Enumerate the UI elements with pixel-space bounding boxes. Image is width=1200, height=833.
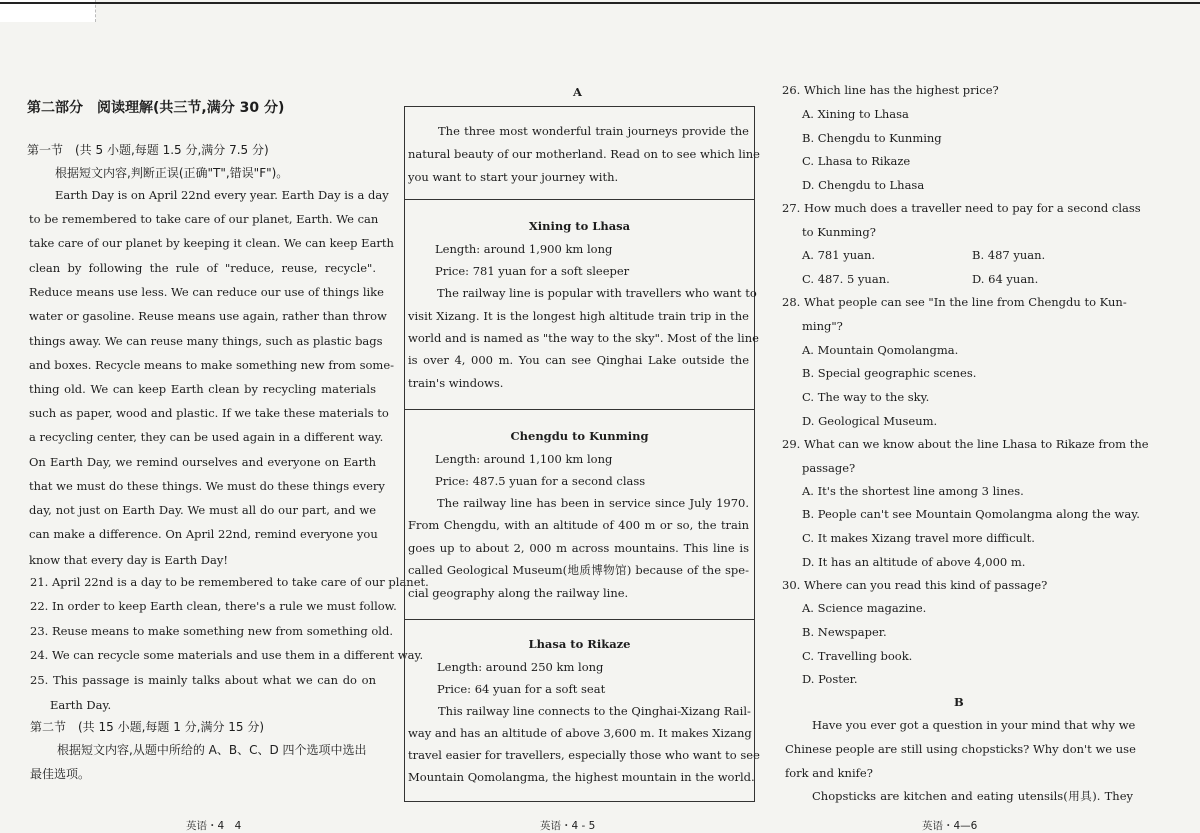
train-desc: From Chengdu, with an altitude of 400 m or so, the train [408, 518, 749, 532]
passage-line: and boxes. Recycle means to make something new from some- [29, 358, 395, 372]
statement-21: 21. April 22nd is a day to be remembered to take care of our planet. [30, 575, 429, 589]
option: C. 487. 5 yuan. [802, 272, 890, 286]
train-desc: Mountain Qomolangma, the highest mountain in the world. [408, 770, 755, 784]
train-desc: goes up to about 2, 000 m across mountains. This line is [408, 541, 749, 555]
option: C. The way to the sky. [802, 390, 930, 404]
option: A. Mountain Qomolangma. [802, 343, 959, 357]
train-title: Lhasa to Rikaze [528, 637, 631, 651]
page-number-left: 英语・4 4 [186, 820, 242, 832]
passage-line: know that every day is Earth Day! [29, 553, 228, 567]
question-28-cont: ming"? [802, 319, 843, 333]
question-29-cont: passage? [802, 461, 856, 475]
option: A. Science magazine. [802, 601, 927, 615]
option: B. Newspaper. [802, 625, 887, 639]
section2-title: 第二节 (共 15 小题,每题 1 分,满分 15 分) [30, 720, 265, 734]
section2-instructions: 根据短文内容,从题中所给的 A、B、C、D 四个选项中选出 [57, 743, 367, 757]
page-number-middle: 英语・4 - 5 [540, 820, 596, 832]
passage-b-line: Chinese people are still using chopsticks? Why don't we use [785, 742, 1136, 756]
page-number-right: 英语・4—6 [922, 820, 978, 832]
option: B. Special geographic scenes. [802, 366, 977, 380]
question-29: 29. What can we know about the line Lhasa to Rikaze from the [782, 437, 1149, 451]
passage-line: On Earth Day, we remind ourselves and everyone on Earth [29, 455, 376, 469]
section1-title: 第一节 (共 5 小题,每题 1.5 分,满分 7.5 分) [27, 143, 269, 157]
statement-22: 22. In order to keep Earth clean, there's a rule we must follow. [30, 599, 397, 613]
box-divider [404, 199, 755, 200]
passage-line: that we must do these things. We must do these things every [29, 479, 385, 493]
option: B. 487 yuan. [972, 248, 1046, 262]
box-divider [404, 619, 755, 620]
passage-b-line: Chopsticks are kitchen and eating utensils(用具). They [812, 789, 1133, 803]
question-27-cont: to Kunming? [802, 225, 876, 239]
passage-line: a recycling center, they can be used again in a different way. [29, 430, 384, 444]
question-30: 30. Where can you read this kind of passage? [782, 578, 1048, 592]
train-desc: travel easier for travellers, especially those who want to see [408, 748, 760, 762]
passage-line: clean by following the rule of "reduce, reuse, recycle". [29, 261, 376, 275]
train-price: Price: 781 yuan for a soft sleeper [435, 264, 630, 278]
question-26: 26. Which line has the highest price? [782, 83, 999, 97]
option: D. Poster. [802, 672, 858, 686]
train-desc: The railway line has been in service since July 1970. [437, 496, 749, 510]
passage-line: things away. We can reuse many things, such as plastic bags [29, 334, 383, 348]
passage-line: Earth Day is on April 22nd every year. Earth Day is a day [55, 188, 389, 202]
passage-line: take care of our planet by keeping it clean. We can keep Earth [29, 236, 394, 250]
statement-24: 24. We can recycle some materials and use them in a different way. [30, 648, 424, 662]
passage-line: water or gasoline. Reuse means use again, rather than throw [29, 309, 387, 323]
train-length: Length: around 1,100 km long [435, 452, 613, 466]
section2-instructions-cont: 最佳选项。 [30, 767, 91, 781]
passage-label-b: B [954, 695, 964, 709]
train-desc: is over 4, 000 m. You can see Qinghai Lake outside the [408, 353, 749, 367]
option: B. Chengdu to Kunming [802, 131, 942, 145]
statement-25: 25. This passage is mainly talks about what we can do on [30, 673, 376, 687]
train-desc: world and is named as "the way to the sky". Most of the line [408, 331, 759, 345]
passage-b-line: fork and knife? [785, 766, 873, 780]
passage-label-a: A [573, 85, 582, 99]
train-price: Price: 487.5 yuan for a second class [435, 474, 646, 488]
passage-line: Reduce means use less. We can reduce our use of things like [29, 285, 384, 299]
train-desc: visit Xizang. It is the longest high altitude train trip in the [408, 309, 749, 323]
passage-line: can make a difference. On April 22nd, remind everyone you [29, 527, 378, 541]
option: A. It's the shortest line among 3 lines. [802, 484, 1024, 498]
question-27: 27. How much does a traveller need to pay for a second class [782, 201, 1141, 215]
train-desc: way and has an altitude of above 3,600 m. It makes Xizang [408, 726, 752, 740]
train-desc: train's windows. [408, 376, 504, 390]
option: D. Geological Museum. [802, 414, 938, 428]
option: B. People can't see Mountain Qomolangma along the way. [802, 507, 1140, 521]
passage-line: day, not just on Earth Day. We must all do our part, and we [29, 503, 376, 517]
train-price: Price: 64 yuan for a soft seat [437, 682, 606, 696]
box-divider [404, 409, 755, 410]
passage-line: such as paper, wood and plastic. If we take these materials to [29, 406, 389, 420]
option: D. Chengdu to Lhasa [802, 178, 925, 192]
statement-23: 23. Reuse means to make something new from something old. [30, 624, 393, 638]
train-desc: This railway line connects to the Qinghai-Xizang Rail- [438, 704, 751, 718]
intro-line: you want to start your journey with. [408, 170, 619, 184]
option: C. Travelling book. [802, 649, 913, 663]
intro-line: The three most wonderful train journeys provide the [438, 124, 749, 138]
question-28: 28. What people can see "In the line from Chengdu to Kun- [782, 295, 1127, 309]
intro-line: natural beauty of our motherland. Read on to see which line [408, 147, 760, 161]
section1-instructions: 根据短文内容,判断正误(正确"T",错误"F")。 [55, 166, 289, 180]
train-title: Chengdu to Kunming [510, 429, 649, 443]
train-desc: The railway line is popular with travellers who want to [437, 286, 757, 300]
passage-b-line: Have you ever got a question in your mind that why we [812, 718, 1136, 732]
option: C. Lhasa to Rikaze [802, 154, 911, 168]
option: A. 781 yuan. [802, 248, 876, 262]
page-top-border [0, 2, 1200, 4]
train-title: Xining to Lhasa [528, 219, 631, 233]
part-title: 第二部分 阅读理解(共三节,满分 30 分) [27, 100, 285, 116]
train-desc: cial geography along the railway line. [408, 586, 629, 600]
train-length: Length: around 1,900 km long [435, 242, 613, 256]
option: A. Xining to Lhasa [802, 107, 909, 121]
option: C. It makes Xizang travel more difficult. [802, 531, 1035, 545]
statement-25-cont: Earth Day. [50, 698, 112, 712]
option: D. It has an altitude of above 4,000 m. [802, 555, 1026, 569]
train-desc: called Geological Museum(地质博物馆) because of the spe- [408, 563, 749, 577]
train-length: Length: around 250 km long [437, 660, 604, 674]
passage-line: to be remembered to take care of our planet, Earth. We can [29, 212, 379, 226]
option: D. 64 yuan. [972, 272, 1039, 286]
passage-line: thing old. We can keep Earth clean by recycling materials [29, 382, 376, 396]
